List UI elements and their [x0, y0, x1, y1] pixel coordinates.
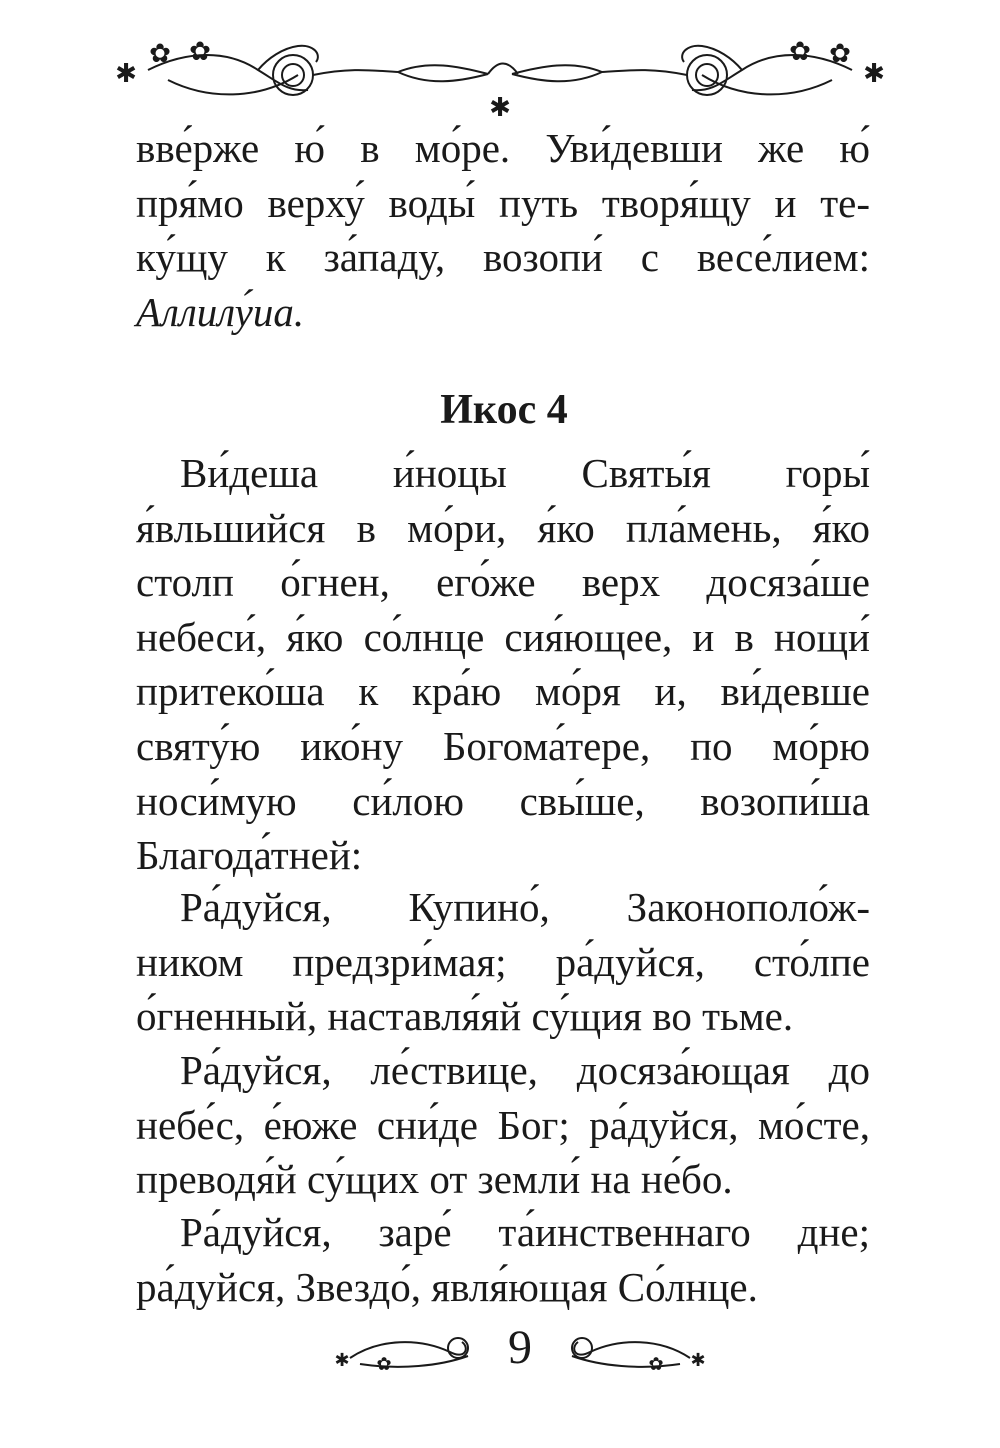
text-line: я́вльшийся в мо́ри, я́ко пла́мень, я́ко — [136, 504, 870, 551]
text-line: ра́дуйся, Звездо́, явля́ющая Со́лнце. — [136, 1263, 758, 1310]
intro-paragraph — [136, 121, 870, 339]
text-line: Благода́тней: — [136, 832, 363, 879]
text-line: святу́ю ико́ну Богома́тере, по мо́рю — [136, 722, 870, 769]
text-line: Ви́деша и́ноцы Святы́я горы́ — [180, 450, 870, 496]
text-line: Ра́дуйся, ле́ствице, досяза́ющая до — [180, 1047, 870, 1093]
svg-text:✱: ✱ — [690, 1350, 706, 1371]
chairetism-paragraph-1 — [136, 880, 870, 1044]
text-line: Ра́дуйся, Купино́, Законополо́ж- — [180, 884, 870, 930]
text-line: ником предзри́мая; ра́дуйся, сто́лпе — [136, 938, 870, 985]
text-line: вве́рже ю́ в мо́ре. Уви́девши же ю́ — [136, 125, 870, 171]
svg-text:✱: ✱ — [115, 59, 137, 89]
svg-text:✿: ✿ — [189, 37, 211, 67]
svg-text:✱: ✱ — [863, 59, 885, 89]
text-line: преводя́й су́щих от земли́ на не́бо. — [136, 1156, 733, 1203]
text-line: носи́мую си́лою свы́ше, возопи́ша — [136, 777, 870, 824]
svg-text:✱: ✱ — [334, 1350, 350, 1371]
section-heading: Икос 4 — [440, 387, 568, 433]
text-line: Ра́дуйся, заре́ та́инственнаго дне; — [180, 1209, 870, 1255]
ikos-paragraph — [136, 446, 870, 883]
svg-text:✿: ✿ — [149, 39, 171, 69]
svg-text:✿: ✿ — [829, 39, 851, 69]
alleluia-text: Аллилу́иа. — [136, 288, 305, 335]
svg-text:✱: ✱ — [489, 93, 511, 122]
text-line: о́гненный, наставля́яй су́щия во тьме. — [136, 993, 794, 1040]
page-number: 9 — [508, 1321, 532, 1374]
chairetism-paragraph-2 — [136, 1043, 870, 1207]
text-line: пря́мо верху́ воды́ путь творя́щу и те- — [136, 179, 870, 226]
text-line: ку́щу к за́паду, возопи́ с весе́лием: — [136, 234, 870, 281]
text-line: небеси́, я́ко со́лнце сия́ющее, и в нощи́ — [136, 613, 870, 660]
chairetism-paragraph-3 — [136, 1205, 870, 1314]
svg-text:✿: ✿ — [376, 1354, 392, 1375]
svg-text:✿: ✿ — [789, 37, 811, 67]
text-line: притеко́ша к кра́ю мо́ря и, ви́девше — [136, 668, 870, 715]
text-line: небе́с, е́юже сни́де Бог; ра́дуйся, мо́сте, — [136, 1101, 870, 1148]
top-ornament-icon — [108, 30, 892, 122]
text-line: столп о́гнен, его́же верх досяза́ше — [136, 559, 870, 606]
svg-text:✿: ✿ — [648, 1354, 664, 1375]
